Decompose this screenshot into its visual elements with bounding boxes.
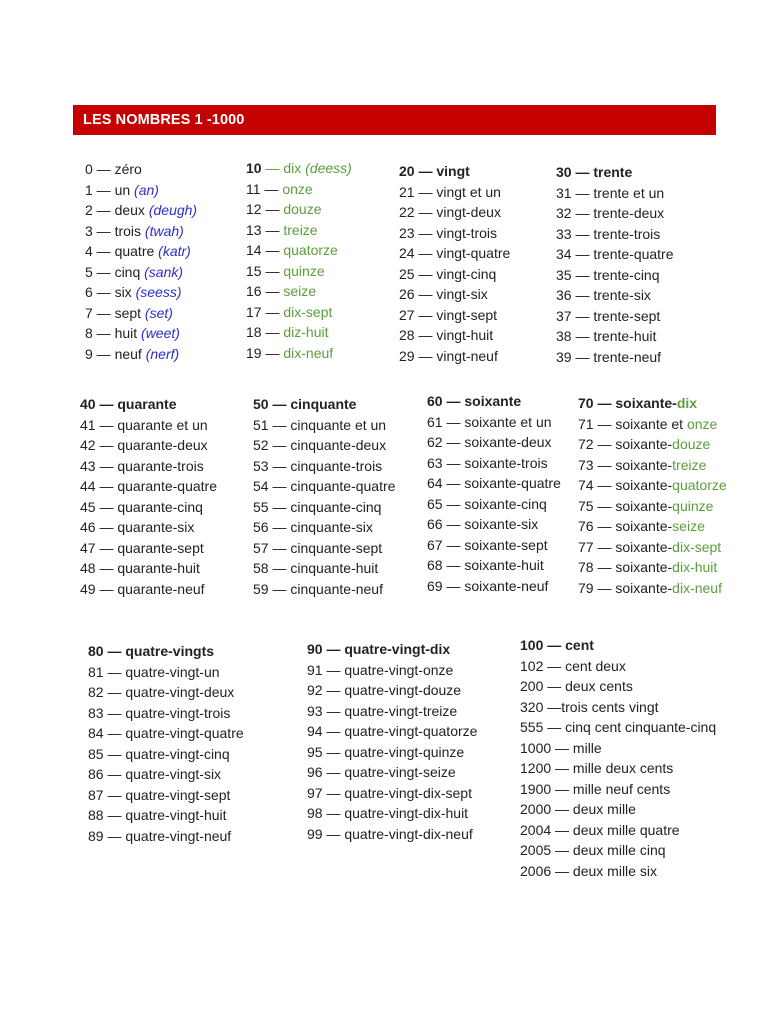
number-entry [246,343,352,364]
column-heading [246,158,352,179]
number-text: 67 — soixante-sept [427,536,548,553]
number-entry [85,303,197,324]
number-text: 78 — soixante- [578,559,673,575]
number-text: 74 — soixante- [578,477,673,493]
number-text: 46 — quarante-six [80,519,195,535]
number-entry [578,496,727,517]
number-text: 47 — quarante-sept [80,539,204,556]
number-text: dix-huit [672,559,718,575]
number-entry [88,682,244,703]
number-text: 28 — vingt-huit [399,327,494,343]
number-text: 51 — cinquante et un [253,416,387,433]
number-text: 11 — [246,180,283,197]
number-text: 55 — cinquante-cinq [253,498,382,515]
number-entry [253,435,395,456]
number-entry [520,738,716,759]
number-text: 2 — deux [85,202,149,218]
number-text: 50 — cinquante [253,396,357,412]
pronunciation-text: (deugh) [148,202,198,218]
number-entry [307,803,477,824]
number-entry [253,415,395,436]
number-text: 13 — [246,221,284,238]
column-60-69 [427,391,561,596]
number-entry [88,805,244,826]
number-entry [80,435,217,456]
number-text: 200 — deux cents [520,678,633,694]
number-text: 1000 — mille [520,739,602,756]
number-entry [307,660,477,681]
number-text: 54 — cinquante-quatre [253,478,396,494]
number-entry [399,305,510,326]
column-80-89 [88,641,244,846]
number-entry [578,578,727,599]
number-text: 53 — cinquante-trois [253,457,383,474]
number-entry [246,281,352,302]
number-text: 99 — quatre-vingt-dix-neuf [307,825,473,842]
number-entry [85,262,197,283]
number-entry [399,202,510,223]
column-20-29 [399,161,510,366]
number-text: seize [672,518,705,534]
number-entry [85,180,197,201]
number-text: 320 —trois cents vingt [520,698,659,715]
number-entry [253,558,395,579]
number-text: 90 — quatre-vingt-dix [307,641,451,657]
number-text: 4 — quatre [85,243,159,259]
number-text: 57 — cinquante-sept [253,539,383,556]
number-text: douze [283,201,322,217]
number-text: 21 — vingt et un [399,183,501,200]
number-text: 15 — [246,262,284,279]
number-text: douze [672,436,711,452]
number-entry [556,183,674,204]
number-entry [427,494,561,515]
number-entry [253,456,395,477]
number-text: 61 — soixante et un [427,413,552,430]
number-text: quatorze [283,242,338,258]
number-text: 2006 — deux mille six [520,862,657,879]
number-entry [520,861,716,882]
number-text: 43 — quarante-trois [80,457,204,474]
number-entry [578,516,727,537]
column-heading [556,162,674,183]
number-text: dix-sept [672,538,722,555]
number-text: 22 — vingt-deux [399,204,501,220]
number-entry [80,497,217,518]
number-entry [520,820,716,841]
number-text: 52 — cinquante-deux [253,437,387,453]
number-text: 91 — quatre-vingt-onze [307,661,454,678]
number-entry [520,779,716,800]
number-text: 555 — cinq cent cinquante-cinq [520,719,717,735]
number-text: 1200 — mille deux cents [520,760,674,776]
number-text: 66 — soixante-six [427,516,539,532]
number-entry [399,325,510,346]
number-text: 56 — cinquante-six [253,519,373,535]
number-text: 18 — [246,324,284,340]
number-text: 10 [246,160,262,176]
number-text: treize [283,221,318,238]
number-entry [556,244,674,265]
number-entry [307,680,477,701]
number-text: 65 — soixante-cinq [427,495,547,512]
number-entry [246,220,352,241]
number-text: 69 — soixante-neuf [427,577,549,594]
number-entry [307,721,477,742]
number-text: 20 — vingt [399,163,470,179]
number-text: 35 — trente-cinq [556,266,660,283]
number-text: 48 — quarante-huit [80,560,200,576]
column-heading [85,159,197,180]
number-entry [307,824,477,845]
number-entry [399,264,510,285]
number-entry [88,826,244,847]
number-entry [307,742,477,763]
number-text: 24 — vingt-quatre [399,245,511,261]
number-text: 2005 — deux mille cinq [520,842,666,858]
number-entry [520,697,716,718]
number-text: 75 — soixante- [578,497,673,514]
number-entry [520,840,716,861]
number-text: 33 — trente-trois [556,225,661,242]
title-banner [73,105,716,135]
number-entry [427,514,561,535]
number-entry [427,432,561,453]
number-entry [578,414,727,435]
number-entry [556,285,674,306]
number-entry [307,701,477,722]
pronunciation-text: (seess) [135,284,182,300]
number-text: 27 — vingt-sept [399,306,498,323]
number-text: dix-neuf [283,344,334,361]
number-entry [307,762,477,783]
number-entry [85,344,197,365]
number-text: 32 — trente-deux [556,205,665,221]
number-entry [399,182,510,203]
number-text: — dix [261,160,306,176]
number-text: 36 — trente-six [556,287,651,303]
pronunciation-text: (katr) [158,243,191,259]
number-text: 8 — huit [85,325,142,341]
column-heading [578,393,727,414]
pronunciation-text: (nerf) [145,345,180,362]
number-entry [88,662,244,683]
number-entry [578,455,727,476]
number-entry [246,199,352,220]
number-entry [246,240,352,261]
number-text: 2000 — deux mille [520,801,636,817]
number-entry [427,453,561,474]
number-text: 95 — quatre-vingt-quinze [307,743,465,760]
number-entry [399,243,510,264]
number-text: 16 — [246,283,284,299]
number-text: 77 — soixante- [578,538,673,555]
number-text: 1 — un [85,181,135,198]
number-entry [556,203,674,224]
number-text: 63 — soixante-trois [427,454,548,471]
column-heading [253,394,395,415]
number-entry [253,517,395,538]
number-text: 30 — trente [556,164,633,180]
number-entry [556,347,674,368]
number-text: 98 — quatre-vingt-dix-huit [307,805,469,821]
number-text: 40 — quarante [80,396,177,412]
column-40-49 [80,394,217,599]
number-text: 71 — soixante et [578,415,687,432]
number-entry [427,576,561,597]
number-text: treize [672,456,707,473]
number-text: 45 — quarante-cinq [80,498,203,515]
column-0-9 [85,159,197,364]
number-text: 82 — quatre-vingt-deux [88,684,235,700]
number-text: 37 — trente-sept [556,307,661,324]
number-text: 6 — six [85,284,136,300]
number-entry [246,261,352,282]
number-text: 2004 — deux mille quatre [520,821,680,838]
number-text: 1900 — mille neuf cents [520,780,671,797]
number-entry [85,282,197,303]
number-text: 9 — neuf [85,345,146,362]
number-text: 62 — soixante-deux [427,434,552,450]
number-entry [80,538,217,559]
column-heading [520,635,716,656]
number-text: 31 — trente et un [556,184,665,201]
number-text: 19 — [246,344,284,361]
number-entry [85,323,197,344]
number-text: onze [686,415,718,432]
number-entry [80,456,217,477]
number-entry [85,200,197,221]
number-text: 79 — soixante- [578,579,673,596]
number-entry [88,785,244,806]
number-text: 17 — [246,303,284,320]
number-entry [80,517,217,538]
page-title: LES NOMBRES 1 -1000 [83,112,245,128]
column-90-99 [307,639,477,844]
number-entry [520,717,716,738]
number-text: 87 — quatre-vingt-sept [88,786,231,803]
column-heading [80,394,217,415]
number-text: 60 — soixante [427,393,522,409]
number-text: quinze [283,262,325,279]
number-text: 3 — trois [85,222,145,239]
number-text: 73 — soixante- [578,456,673,473]
number-text: quatorze [672,477,727,493]
number-entry [520,799,716,820]
number-text: 96 — quatre-vingt-seize [307,764,456,780]
number-entry [578,475,727,496]
number-text: 102 — cent deux [520,657,626,674]
number-entry [427,535,561,556]
number-entry [80,476,217,497]
pronunciation-text: (set) [144,304,173,321]
number-text: 97 — quatre-vingt-dix-sept [307,784,472,801]
number-text: 68 — soixante-huit [427,557,544,573]
number-text: 70 — soixante- [578,395,677,411]
number-entry [80,579,217,600]
number-text: 5 — cinq [85,263,145,280]
number-text: 83 — quatre-vingt-trois [88,704,231,721]
number-entry [88,744,244,765]
column-heading [88,641,244,662]
number-entry [399,284,510,305]
number-text: onze [282,180,313,197]
column-heading [427,391,561,412]
number-text: 94 — quatre-vingt-quatorze [307,723,478,739]
pronunciation-text: (weet) [141,325,180,341]
number-text: 100 — cent [520,637,594,653]
number-text: 38 — trente-huit [556,328,657,344]
number-text: 7 — sept [85,304,145,321]
number-text: 64 — soixante-quatre [427,475,561,491]
number-entry [307,783,477,804]
number-text: 0 — zéro [85,161,142,177]
number-entry [520,758,716,779]
number-text: 42 — quarante-deux [80,437,208,453]
number-text: 88 — quatre-vingt-huit [88,807,227,823]
number-entry [246,322,352,343]
number-entry [399,223,510,244]
column-70-79 [578,393,727,598]
number-entry [85,221,197,242]
number-text: 84 — quatre-vingt-quatre [88,725,244,741]
number-entry [253,476,395,497]
number-entry [253,497,395,518]
number-entry [578,557,727,578]
number-entry [520,656,716,677]
pronunciation-text: (sank) [144,263,184,280]
number-text: 25 — vingt-cinq [399,265,497,282]
number-entry [427,473,561,494]
number-text: 85 — quatre-vingt-cinq [88,745,230,762]
number-entry [556,265,674,286]
number-text: 34 — trente-quatre [556,246,674,262]
number-entry [399,346,510,367]
number-entry [80,415,217,436]
number-entry [80,558,217,579]
number-text: 93 — quatre-vingt-treize [307,702,458,719]
number-text: 72 — soixante- [578,436,673,452]
number-entry [253,538,395,559]
number-text: 59 — cinquante-neuf [253,580,383,597]
number-entry [88,703,244,724]
number-text: (deess) [305,160,352,176]
number-text: 86 — quatre-vingt-six [88,766,222,782]
number-text: 29 — vingt-neuf [399,347,498,364]
number-text: dix-sept [283,303,333,320]
column-10-19 [246,158,352,363]
column-100-2006 [520,635,716,881]
number-text: 49 — quarante-neuf [80,580,205,597]
number-entry [578,434,727,455]
number-entry [253,579,395,600]
number-text: 81 — quatre-vingt-un [88,663,220,680]
column-heading [399,161,510,182]
number-entry [520,676,716,697]
number-text: seize [283,283,317,299]
number-text: 14 — [246,242,284,258]
number-entry [246,179,352,200]
number-text: dix [676,395,698,411]
number-text: 12 — [246,201,284,217]
number-entry [556,326,674,347]
column-30-39 [556,162,674,367]
number-entry [556,306,674,327]
pronunciation-text: (an) [134,181,159,198]
number-entry [88,764,244,785]
number-entry [427,555,561,576]
number-text: 89 — quatre-vingt-neuf [88,827,232,844]
number-text: 44 — quarante-quatre [80,478,217,494]
number-entry [556,224,674,245]
number-text: 80 — quatre-vingts [88,643,215,659]
pronunciation-text: (twah) [144,222,184,239]
number-text: 58 — cinquante-huit [253,560,379,576]
column-50-59 [253,394,395,599]
number-text: 39 — trente-neuf [556,348,662,365]
number-entry [85,241,197,262]
number-entry [578,537,727,558]
number-entry [88,723,244,744]
number-entry [246,302,352,323]
number-text: diz-huit [283,324,329,340]
number-text: 26 — vingt-six [399,286,488,302]
column-heading [307,639,477,660]
number-text: 23 — vingt-trois [399,224,498,241]
number-text: dix-neuf [672,579,722,596]
number-text: 76 — soixante- [578,518,673,534]
number-text: 92 — quatre-vingt-douze [307,682,462,698]
number-entry [427,412,561,433]
number-text: quinze [672,497,714,514]
number-text: 41 — quarante et un [80,416,208,433]
